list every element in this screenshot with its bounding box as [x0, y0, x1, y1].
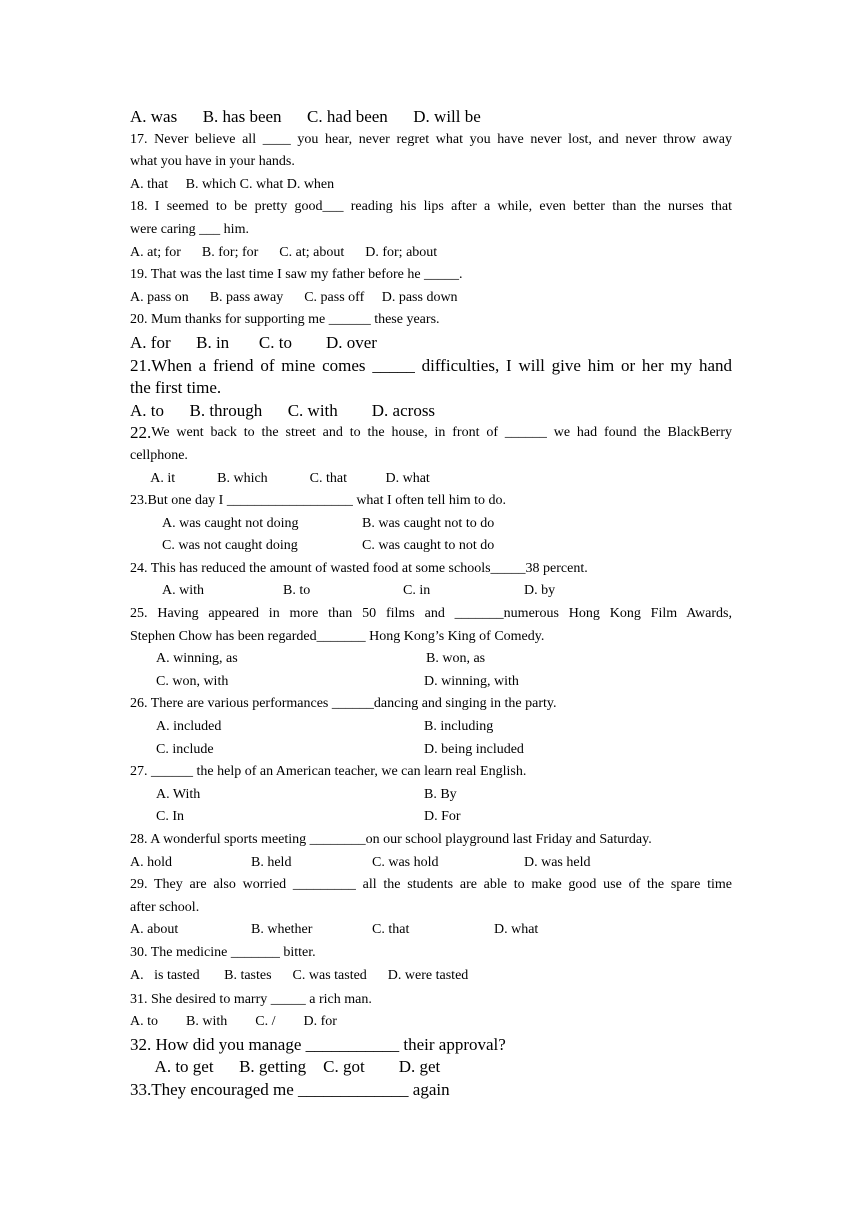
question-28-option-a: A. hold: [130, 854, 172, 870]
question-22-number: 22.: [130, 423, 152, 443]
question-29-options: [130, 919, 732, 942]
question-25-stem-cont: Stephen Chow has been regarded_______ Hong Kong’s King of Comedy.: [130, 628, 545, 644]
question-29-option-d: D. what: [494, 922, 539, 938]
question-31-options: A. to B. with C. / D. for: [130, 1014, 337, 1030]
question-28-option-c: C. was hold: [372, 854, 439, 870]
question-19-options: A. pass on B. pass away C. pass off D. pass down: [130, 289, 458, 305]
question-27-stem: 27. ______ the help of an American teacher, we can learn real English.: [130, 764, 527, 780]
worksheet-page: [130, 106, 732, 1102]
question-23-option-c: C. was not caught doing: [162, 538, 298, 554]
question-30-stem: 30. The medicine _______ bitter.: [130, 944, 316, 960]
question-17-options: A. that B. which C. what D. when: [130, 176, 335, 192]
question-24-stem: 24. This has reduced the amount of wasted food at some schools_____38 percent.: [130, 560, 588, 576]
question-17-stem: 17. Never believe all ____ you hear, never regret what you have never lost, and never throw away: [130, 131, 732, 147]
question-25-options-row2: [130, 671, 732, 694]
question-26-option-b: B. including: [424, 719, 494, 735]
question-26-stem: 26. There are various performances ______dancing and singing in the party.: [130, 696, 557, 712]
question-25-option-c: C. won, with: [156, 673, 229, 689]
prev-question-options: A. was B. has been C. had been D. will be: [130, 107, 481, 126]
question-19-stem: 19. That was the last time I saw my father before he _____.: [130, 267, 463, 283]
question-29-stem-cont: after school.: [130, 899, 200, 915]
question-18-stem: 18. I seemed to be pretty good___ reading his lips after a while, even better than the nurses that: [130, 199, 732, 215]
question-20-options: A. for B. in C. to D. over: [130, 332, 377, 352]
question-17-stem-cont: what you have in your hands.: [130, 154, 295, 170]
question-22-options: A. it B. which C. that D. what: [130, 470, 430, 486]
question-26-option-a: A. included: [156, 719, 222, 735]
question-22-stem-text: We went back to the street and to the house, in front of ______ we had found the BlackBerry: [151, 425, 732, 441]
question-32-options: A. to get B. getting C. got D. get: [130, 1057, 441, 1077]
question-30-options: A. is tasted B. tastes C. was tasted D. were tasted: [130, 967, 469, 983]
question-26-option-d: D. being included: [424, 741, 524, 757]
question-23-options-row2: [130, 535, 732, 558]
question-24-option-d: D. by: [524, 583, 556, 599]
question-24-option-b: B. to: [283, 583, 311, 599]
question-23-options-row1: [130, 513, 732, 536]
question-21-options: A. to B. through C. with D. across: [130, 400, 436, 420]
question-28-option-d: D. was held: [524, 854, 591, 870]
question-26-option-c: C. include: [156, 741, 214, 757]
question-23-option-d: C. was caught to not do: [362, 538, 495, 554]
question-29-option-b: B. whether: [251, 922, 313, 938]
question-27-options-row2: [130, 806, 732, 829]
question-20-stem: 20. Mum thanks for supporting me ______ these years.: [130, 312, 440, 328]
question-27-option-b: B. By: [424, 786, 457, 802]
question-32-stem: 32. How did you manage ___________ their approval?: [130, 1034, 506, 1054]
question-21-stem-cont: the first time.: [130, 378, 222, 398]
question-22-stem-cont: cellphone.: [130, 447, 188, 463]
question-33-stem: 33.They encouraged me _____________ again: [130, 1079, 450, 1099]
question-18-options: A. at; for B. for; for C. at; about D. for; about: [130, 244, 438, 260]
question-24-option-c: C. in: [403, 583, 431, 599]
question-24-options: [130, 580, 732, 603]
question-18-stem-cont: were caring ___ him.: [130, 221, 249, 237]
question-31-stem: 31. She desired to marry _____ a rich man.: [130, 991, 372, 1007]
question-29-option-a: A. about: [130, 922, 179, 938]
question-25-stem: 25. Having appeared in more than 50 films and _______numerous Hong Kong Film Awards,: [130, 606, 732, 622]
question-26-options-row1: [130, 716, 732, 739]
question-26-options-row2: [130, 739, 732, 762]
question-27-options-row1: [130, 784, 732, 807]
question-25-option-b: B. won, as: [426, 651, 486, 667]
question-21-stem: 21.When a friend of mine comes _____ difficulties, I will give him or her my hand: [130, 355, 732, 375]
question-29-option-c: C. that: [372, 922, 410, 938]
question-23-stem: 23.But one day I __________________ what I often tell him to do.: [130, 493, 507, 509]
question-25-options-row1: [130, 648, 732, 671]
question-27-option-a: A. With: [156, 786, 201, 802]
question-25-option-a: A. winning, as: [156, 651, 238, 667]
question-28-stem: 28. A wonderful sports meeting ________on our school playground last Friday and Saturday.: [130, 832, 652, 847]
question-27-option-c: C. In: [156, 809, 184, 825]
question-24-option-a: A. with: [162, 583, 204, 599]
question-28-options: [130, 852, 732, 875]
question-27-option-d: D. For: [424, 809, 461, 825]
question-23-option-b: B. was caught not to do: [362, 515, 495, 531]
question-29-stem: 29. They are also worried _________ all the students are able to make good use of the spare time: [130, 877, 732, 893]
question-28-option-b: B. held: [251, 854, 292, 870]
question-22-stem: [130, 422, 732, 445]
question-25-option-d: D. winning, with: [424, 673, 519, 689]
question-23-option-a: A. was caught not doing: [162, 515, 299, 531]
